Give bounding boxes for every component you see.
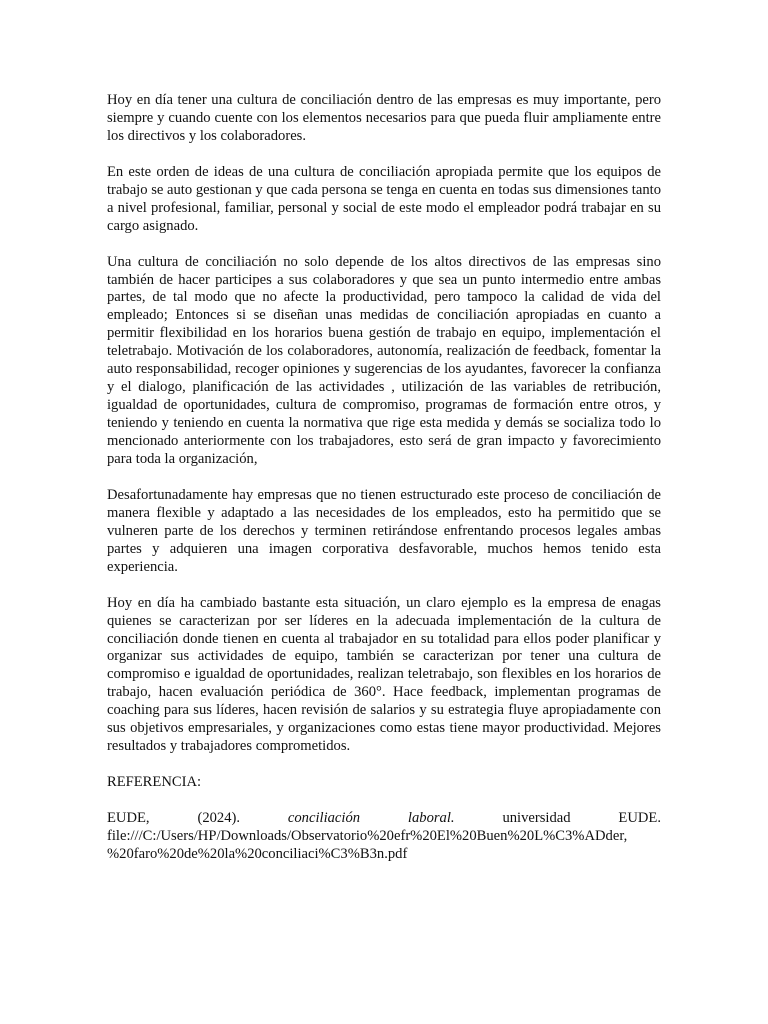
reference-author: EUDE,	[107, 810, 150, 827]
reference-url-line-2: %20faro%20de%20la%20conciliaci%C3%B3n.pdf	[107, 845, 408, 862]
paragraph-measures: Una cultura de conciliación no solo depende de los altos directivos de las empresas sino también de hacer participes a sus colaboradores y que sea un punto intermedio entre ambas partes, de tal modo que no afecte la productividad, pero tampoco la calidad de vida del empleado; Entonces si se diseñan unas medidas de conciliación apropiadas en cuanto a permitir flexibilidad en los horarios buena gestión de trabajo en equipo, implementación el teletrabajo. Motivación de los colaboradores, autonomía, realización de feedback, fomentar la auto responsabilidad, recoger opiniones y sugerencias de los ayudantes, favorecer la confianza y el dialogo, planificación de las actividades , utilización de las variables de retribución, igualdad de oportunidades, cultura de compromiso, programas de formación entre otros, y teniendo y teniendo en cuenta la normativa que rige esta medida y demás se socializa todo lo mencionado anteriormente con los trabajadores, esto será de gran impacto y favorecimiento para toda la organización,	[107, 253, 661, 468]
paragraph-intro: Hoy en día tener una cultura de conciliación dentro de las empresas es muy importante, pero siempre y cuando cuente con los elementos necesarios para que pueda fluir ampliamente entre los directivos y los colaboradores.	[107, 92, 661, 144]
reference-year: (2024).	[197, 810, 241, 827]
reference-url-line-1: file:///C:/Users/HP/Downloads/Observatorio%20efr%20El%20Buen%20L%C3%ADder,	[107, 827, 628, 844]
reference-title: conciliación laboral.	[287, 810, 455, 827]
document-page	[107, 92, 661, 864]
paragraph-enagas-example: Hoy en día ha cambiado bastante esta situación, un claro ejemplo es la empresa de enagas quienes se caracterizan por ser líderes en la adecuada implementación de la cultura de conciliación donde tienen en cuenta al trabajador en su totalidad para ellos poder planificar y organizar sus actividades de equipo, también se caracterizan por tener una cultura de compromiso e igualdad de oportunidades, realizan teletrabajo, son flexibles en los horarios de trabajo, hacen evaluación periódica de 360°. Hace feedback, implementan programas de coaching para sus líderes, hacen revisión de salarios y su estrategia fluye apropiadamente con sus objetivos empresariales, y organizaciones como estas tiene mayor productividad. Mejores resultados y trabajadores comprometidos.	[107, 594, 661, 755]
paragraph-self-management: En este orden de ideas de una cultura de conciliación apropiada permite que los equipos de trabajo se auto gestionan y que cada persona se tenga en cuenta en todas sus dimensiones tanto a nivel profesional, familiar, personal y social de este modo el empleador podrá trabajar en su cargo asignado.	[107, 163, 661, 234]
reference-entry	[107, 810, 661, 864]
paragraph-problems: Desafortunadamente hay empresas que no tienen estructurado este proceso de conciliación de manera flexible y adaptado a las necesidades de los empleados, esto ha permitido que se vulneren parte de los derechos y terminen retirándose enfrentando procesos legales ambas partes y adquieren una imagen corporativa desfavorable, muchos hemos tenido esta experiencia.	[107, 486, 661, 575]
reference-citation-line	[107, 810, 661, 828]
reference-publisher: universidad EUDE.	[502, 810, 661, 827]
reference-heading: REFERENCIA:	[107, 774, 202, 791]
